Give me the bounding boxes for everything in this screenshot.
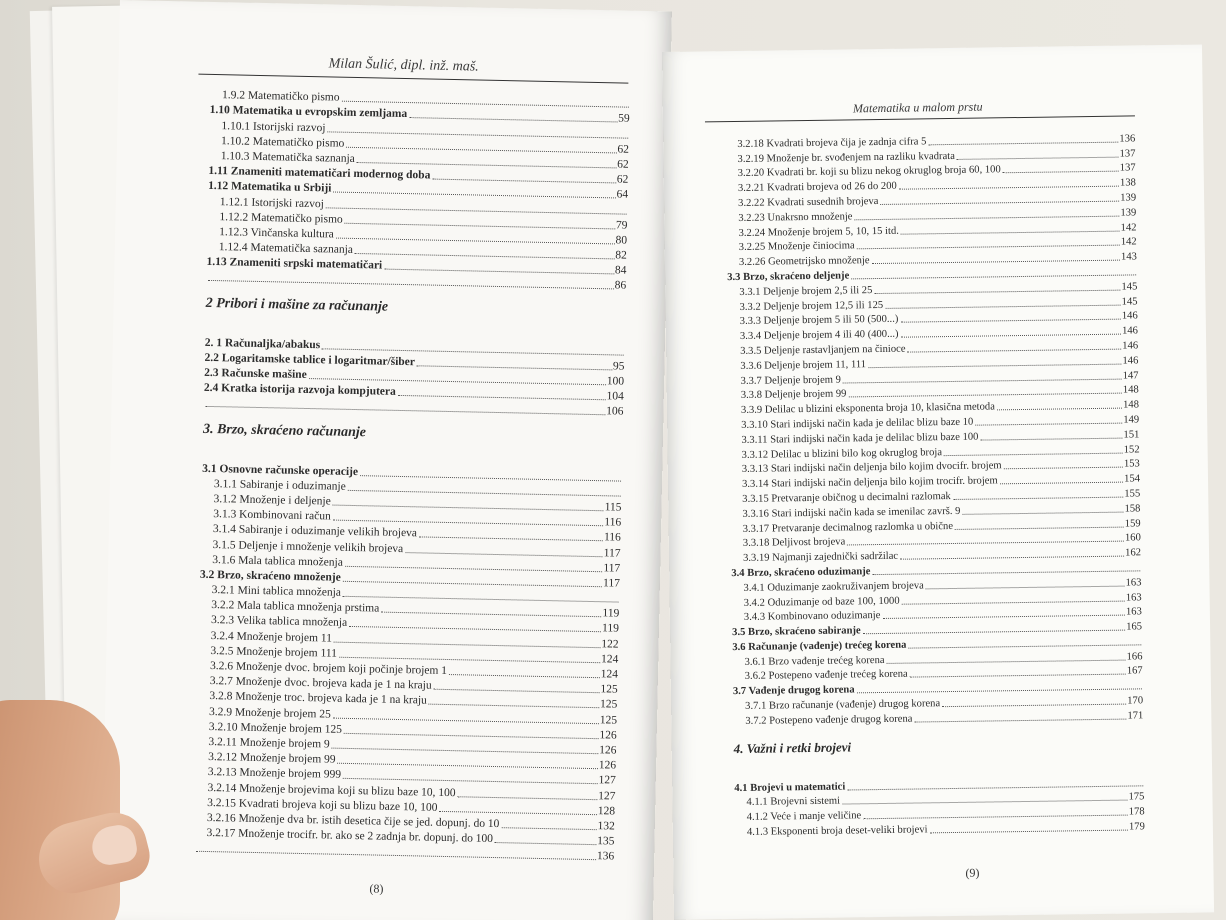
toc-entry-page: 146 <box>1122 355 1139 367</box>
dot-leader <box>847 541 1124 546</box>
dot-leader <box>899 186 1119 190</box>
toc-entry-title: 1.12.1 Istorijski razvoj <box>219 195 325 210</box>
dot-leader <box>1004 467 1123 470</box>
dot-leader <box>863 630 1126 635</box>
toc-entry-title: 3.2.14 Množenje brojevima koji su blizu baze 10, 100 <box>207 781 456 799</box>
toc-entry-page: 149 <box>1123 414 1140 426</box>
toc-entry-title: 3.5 Brzo, skraćeno sabiranje <box>732 625 861 639</box>
toc-entry-title: 3.1.3 Kombinovani račun <box>213 508 331 523</box>
toc-entry-title: 3.2.25 Množenje činiocima <box>738 240 855 254</box>
dot-leader <box>868 363 1121 368</box>
toc-entry-title: 3.3.18 Deljivost brojeva <box>742 536 846 550</box>
dot-leader <box>419 537 603 542</box>
toc-entry-page: 82 <box>615 249 627 262</box>
toc-entry-title: 1.12.4 Matematička saznanja <box>218 241 354 256</box>
toc-entry-page: 116 <box>603 531 621 544</box>
toc-entry-page: 148 <box>1123 399 1140 411</box>
toc-entry-title: 3.3.1 Deljenje brojem 2,5 ili 25 <box>739 284 873 298</box>
toc-entry-page: 84 <box>614 264 627 277</box>
table-of-contents <box>725 131 1145 840</box>
toc-entry-title: 3.2 Brzo, skraćeno množenje <box>199 568 341 584</box>
right-page <box>662 44 1214 919</box>
toc-entry-title: 3.3.10 Stari indijski način kada je delilac blizu baze 10 <box>741 416 974 431</box>
dot-leader <box>880 201 1119 205</box>
toc-entry-page: 165 <box>1126 621 1143 633</box>
toc-entry-title: 3.3.8 Deljenje brojem 99 <box>740 388 847 402</box>
toc-entry-title: 3.4.3 Kombinovano oduzimanje <box>743 610 881 624</box>
toc-entry-page: 178 <box>1128 806 1145 818</box>
toc-entry-page: 155 <box>1124 488 1141 500</box>
toc-entry-title: 3.1.6 Mala tablica množenja <box>212 553 344 569</box>
toc-entry-page: 139 <box>1120 207 1137 219</box>
toc-entry-page: 104 <box>606 390 624 403</box>
toc-entry-title: 3.3.14 Stari indijski način deljenja bilo kojim trocifr. brojem <box>741 475 998 491</box>
toc-entry-title: 3.3.13 Stari indijski način deljenja bilo kojim dvocifr. brojem <box>741 460 1002 476</box>
toc-entry-title: 3.3.2 Deljenje brojem 12,5 ili 125 <box>739 299 884 313</box>
dot-leader <box>848 393 1121 398</box>
toc-entry-page: 62 <box>616 173 629 186</box>
toc-entry-title: 3.2.9 Množenje brojem 25 <box>208 705 331 721</box>
toc-entry-title: 3.7 Vađenje drugog korena <box>732 684 855 698</box>
dot-leader <box>953 497 1124 500</box>
toc-entry-title: 3.2.22 Kvadrati susednih brojeva <box>738 195 879 209</box>
dot-leader <box>997 408 1122 411</box>
toc-entry-page: 170 <box>1127 695 1144 707</box>
toc-entry-title: 3.4 Brzo, skraćeno oduzimanje <box>731 566 871 579</box>
dot-leader <box>910 674 1126 678</box>
dot-leader <box>930 830 1128 834</box>
toc-entry-page: 115 <box>604 501 622 514</box>
toc-entry-page: 148 <box>1122 384 1139 396</box>
toc-entry-page: 175 <box>1128 791 1145 804</box>
toc-entry-title: 3.2.24 Množenje brojem 5, 10, 15 itd. <box>738 225 899 239</box>
dot-leader <box>928 141 1118 145</box>
dot-leader <box>1000 482 1123 485</box>
toc-entry-title: 3.3.9 Delilac u blizini eksponenta broja 10, klasična metoda <box>740 401 995 417</box>
dot-leader <box>955 526 1124 529</box>
toc-entry-page: 138 <box>1119 177 1136 189</box>
toc-entry-page: 127 <box>598 789 616 803</box>
toc-entry-title: 4.1.3 Eksponenti broja deset-veliki brojevi <box>746 824 928 838</box>
dot-leader <box>449 674 600 678</box>
toc-entry-page: 95 <box>612 360 625 373</box>
toc-entry-title: 3.2.10 Množenje brojem 125 <box>208 720 343 736</box>
toc-entry-title: 2.4 Kratka istorija razvoja kompjutera <box>203 382 396 399</box>
toc-entry-title: 3.7.1 Brzo računanje (vađenje) drugog korena <box>745 698 941 712</box>
toc-entry-title: 3.4.1 Oduzimanje zaokruživanjem brojeva <box>743 580 924 594</box>
dot-leader <box>901 230 1120 234</box>
dot-leader <box>857 245 1120 250</box>
dot-leader <box>405 552 602 557</box>
toc-entry-title: 3.3.16 Stari indijski način kada se imenilac završ. 9 <box>742 505 961 520</box>
toc-entry-title: 3.2.19 Množenje br. svođenjem na razliku kvadrata <box>737 150 955 165</box>
toc-entry-title: 3.2.20 Kvadrati br. koji su blizu nekog okruglog broja 60, 100 <box>737 164 1001 180</box>
toc-entry-page: 142 <box>1120 221 1137 234</box>
toc-entry-page: 117 <box>602 577 621 590</box>
toc-entry-title: 3.6.1 Brzo vađenje trećeg korena <box>744 654 885 668</box>
toc-entry-page: 171 <box>1127 710 1144 722</box>
toc-entry-page: 151 <box>1123 429 1140 441</box>
dot-leader <box>901 334 1122 338</box>
toc-entry-title: 3.2.2 Mala tablica množenja prstima <box>211 599 380 615</box>
toc-entry-page: 127 <box>598 774 616 787</box>
toc-entry-title: 3.6 Računanje (vađenje) trećeg korena <box>732 639 907 653</box>
toc-entry-page: 163 <box>1125 606 1142 618</box>
toc-entry-page: 128 <box>597 804 616 818</box>
toc-entry-title: 1.9.2 Matematičko pismo <box>221 89 340 104</box>
chapter-heading: 4. Važni i retki brojevi <box>733 739 852 756</box>
toc-entry-title: 3.1.1 Sabiranje i oduzimanje <box>213 477 346 493</box>
dot-leader <box>874 289 1120 293</box>
toc-entry-title: 3.2.21 Kvadrati brojeva od 26 do 200 <box>737 180 897 195</box>
toc-entry-page: 126 <box>598 759 617 772</box>
dot-leader <box>962 511 1123 514</box>
dot-leader <box>432 179 615 184</box>
toc-entry-title: 3.3.6 Deljenje brojem 11, 111 <box>740 358 867 372</box>
page-number: (9) <box>965 865 980 880</box>
dot-leader <box>980 437 1122 440</box>
dot-leader <box>409 117 617 122</box>
toc-entry-page: 59 <box>617 112 630 126</box>
toc-entry-page: 146 <box>1121 310 1138 322</box>
toc-entry-page: 86 <box>614 279 627 293</box>
toc-entry-page: 154 <box>1124 473 1141 485</box>
toc-entry-page: 64 <box>616 188 629 201</box>
toc-entry-page: 160 <box>1124 532 1141 544</box>
toc-entry-page: 145 <box>1121 281 1138 293</box>
dot-leader <box>872 570 1140 575</box>
toc-entry-title: 3.3.4 Deljenje brojem 4 ili 40 (400...) <box>739 328 899 343</box>
toc-entry-page: 62 <box>617 158 629 171</box>
table-of-contents <box>194 88 630 865</box>
toc-entry-page: 124 <box>600 653 619 666</box>
toc-entry-title: 3.1 Osnovne računske operacije <box>202 462 359 478</box>
toc-entry-page: 162 <box>1125 547 1142 559</box>
toc-entry-page: 106 <box>606 405 624 419</box>
toc-entry-page: 146 <box>1121 325 1139 337</box>
toc-entry-title: 3.2.12 Množenje brojem 99 <box>208 751 336 766</box>
dot-leader <box>434 689 600 693</box>
toc-entry-page: 167 <box>1126 665 1143 678</box>
toc-entry-title: 3.3.15 Pretvaranje običnog u decimalni razlomak <box>742 490 951 505</box>
dot-leader <box>855 215 1120 220</box>
toc-entry-page: 124 <box>600 668 619 681</box>
toc-entry-title: 4.1 Brojevi u matematici <box>734 781 846 794</box>
dot-leader <box>501 827 596 830</box>
dot-leader <box>863 815 1128 820</box>
toc-entry-page: 116 <box>604 516 622 529</box>
toc-entry-title: 3.3.11 Stari indijski način kada je delilac blizu baze 100 <box>741 431 979 446</box>
toc-entry-title: 3.3.5 Deljenje rastavljanjem na činioce <box>740 343 906 357</box>
toc-entry-title: 3.2.15 Kvadrati brojeva koji su blizu baze 10, 100 <box>207 796 438 814</box>
toc-entry-page: 117 <box>603 561 621 575</box>
dot-leader <box>887 659 1126 663</box>
toc-entry-title: 2.2 Logaritamske tablice i logaritmar/šiber <box>204 351 416 369</box>
running-head: Matematika u malom prstu <box>852 99 983 116</box>
toc-entry-page: 166 <box>1126 651 1143 663</box>
dot-leader <box>975 423 1122 426</box>
toc-entry-page: 163 <box>1125 577 1142 589</box>
dot-leader <box>900 556 1124 560</box>
toc-entry-page: 119 <box>602 607 620 620</box>
toc-entry-title: 1.10.2 Matematičko pismo <box>220 134 345 150</box>
toc-entry-title: 2.3 Računske mašine <box>204 366 307 381</box>
toc-entry-title: 1.10.3 Matematička saznanja <box>220 150 355 165</box>
toc-entry-page: 179 <box>1128 821 1145 833</box>
running-head: Milan Šulić, dipl. inž. maš. <box>328 56 479 75</box>
toc-entry-page: 79 <box>615 219 628 232</box>
dot-leader <box>942 704 1126 708</box>
toc-entry-page: 163 <box>1125 591 1142 604</box>
dot-leader <box>843 378 1122 383</box>
toc-entry-page: 80 <box>615 234 628 247</box>
toc-entry-title: 4.1.1 Brojevni sistemi <box>746 796 841 809</box>
toc-entry-page: 62 <box>617 143 630 156</box>
dot-leader <box>908 644 1141 648</box>
toc-entry-page: 135 <box>597 835 615 848</box>
toc-entry-page: 145 <box>1121 295 1138 308</box>
dot-leader <box>429 704 599 709</box>
dot-leader <box>914 718 1126 722</box>
toc-entry-title: 3.2.13 Množenje brojem 999 <box>207 766 342 782</box>
left-page <box>101 0 672 920</box>
toc-entry-title: 3.2.23 Unakrsno množenje <box>738 211 853 224</box>
toc-entry-page: 126 <box>599 728 617 742</box>
toc-entry-page: 132 <box>597 820 615 833</box>
toc-entry-title: 3.2.17 Množenje trocifr. br. ako se 2 zadnja br. dopunj. do 100 <box>206 827 494 846</box>
toc-entry-page: 100 <box>606 375 625 388</box>
toc-entry-title: 3.2.1 Mini tablica množenja <box>211 584 342 599</box>
toc-entry-title: 1.13 Znameniti srpski matematičari <box>206 256 383 272</box>
dot-leader <box>842 800 1128 805</box>
toc-entry-page: 122 <box>601 637 619 651</box>
toc-entry-page: 153 <box>1123 458 1140 470</box>
toc-entry-title: 1.12.2 Matematičko pismo <box>219 210 343 226</box>
dot-leader <box>857 689 1142 694</box>
toc-entry-page: 147 <box>1122 369 1139 382</box>
toc-entry-page: 119 <box>601 622 620 636</box>
toc-entry-page: 125 <box>599 698 618 711</box>
toc-entry-title: 3.2.8 Množenje troc. brojeva kada je 1 na kraju <box>209 690 427 707</box>
dot-leader <box>851 274 1136 279</box>
dot-leader <box>495 842 596 845</box>
toc-entry-page: 142 <box>1120 236 1137 248</box>
toc-entry-page: 136 <box>1119 133 1136 145</box>
toc-entry-title: 3.3.19 Najmanji zajednički sadržilac <box>743 550 899 565</box>
toc-entry-title: 3.2.3 Velika tablica množenja <box>210 614 348 630</box>
toc-entry-title: 3.3.3 Deljenje brojem 5 ili 50 (500...) <box>739 314 899 328</box>
chapter-heading: 2 Pribori i mašine za računanje <box>205 296 389 316</box>
dot-leader <box>417 365 612 370</box>
toc-entry-page: 137 <box>1119 162 1136 175</box>
toc-entry-title: 3.2.26 Geometrijsko množenje <box>738 255 870 269</box>
dot-leader <box>1003 171 1119 174</box>
toc-entry-page: 143 <box>1120 251 1137 263</box>
dot-leader <box>847 785 1143 790</box>
toc-entry-title: 1.10.1 Istorijski razvoj <box>221 119 326 134</box>
dot-leader <box>926 585 1125 589</box>
toc-entry-title: 3.1.2 Množenje i deljenje <box>213 493 331 508</box>
toc-entry-title: 3.2.7 Množenje dvoc. brojeva kada je 1 na kraju <box>209 675 432 692</box>
toc-entry-title: 3.2.4 Množenje brojem 11 <box>210 629 333 645</box>
toc-entry-title: 1.11 Znameniti matematičari modernog doba <box>208 165 431 182</box>
toc-entry-title: 1.12 Matematika u Srbiji <box>207 180 332 195</box>
toc-entry-page: 152 <box>1123 443 1140 456</box>
toc-entry-title: 1.10 Matematika u evropskim zemljama <box>209 104 408 121</box>
dot-leader <box>885 304 1121 308</box>
toc-entry-page: 125 <box>599 713 618 727</box>
toc-entry-title: 3.2.16 Množenje dva br. istih desetica čije se jed. dopunj. do 10 <box>206 811 500 830</box>
toc-entry-title: 2. 1 Računaljka/abakus <box>204 336 321 351</box>
dot-leader <box>944 452 1123 455</box>
dot-leader <box>398 395 606 400</box>
dot-leader <box>900 319 1121 323</box>
toc-entry-page: 146 <box>1122 340 1139 352</box>
dot-leader <box>882 615 1125 619</box>
toc-entry-title: 3.2.5 Množenje brojem 111 <box>210 644 338 660</box>
toc-entry-page: 117 <box>603 546 621 560</box>
dot-leader <box>196 851 596 860</box>
chapter-heading: 3. Brzo, skraćeno računanje <box>202 422 367 441</box>
dot-leader <box>957 156 1119 159</box>
toc-entry-title: 3.3 Brzo, skraćeno deljenje <box>727 270 850 284</box>
toc-entry-title: 3.6.2 Postepeno vađenje trećeg korena <box>744 669 908 683</box>
toc-entry-title: 3.2.11 Množenje brojem 9 <box>208 735 330 751</box>
dot-leader <box>902 600 1125 604</box>
toc-entry-title: 3.3.7 Deljenje brojem 9 <box>740 374 841 387</box>
toc-entry-page: 158 <box>1124 503 1141 515</box>
toc-entry-page: 137 <box>1119 147 1136 160</box>
toc-entry-page: 126 <box>599 744 617 757</box>
toc-entry-title: 3.7.2 Postepeno vađenje drugog korena <box>745 713 913 727</box>
toc-entry-page: 159 <box>1124 517 1141 530</box>
toc-entry-title: 3.3.17 Pretvaranje decimalnog razlomka u obične <box>742 520 954 535</box>
toc-entry-title: 3.2.18 Kvadrati brojeva čija je zadnja cifra 5 <box>737 136 927 150</box>
dot-leader <box>458 796 598 800</box>
toc-entry-title: 3.1.4 Sabiranje i oduzimanje velikih brojeva <box>212 523 418 540</box>
dot-leader <box>872 260 1120 264</box>
toc-entry-page: 125 <box>600 683 618 696</box>
toc-entry-title: 3.2.6 Množenje dvoc. brojem koji počinje brojem 1 <box>209 660 448 677</box>
toc-entry-page: 136 <box>596 850 615 863</box>
dot-leader <box>439 811 596 815</box>
toc-entry-title: 3.4.2 Oduzimanje od baze 100, 1000 <box>743 595 900 609</box>
toc-entry-page: 139 <box>1120 192 1137 204</box>
toc-entry-title: 3.3.12 Delilac u blizini bilo kog okruglog broja <box>741 446 943 461</box>
page-number: (8) <box>369 881 384 896</box>
toc-entry-title: 4.1.2 Veće i manje veličine <box>746 810 862 824</box>
toc-entry-title: 1.12.3 Vinčanska kultura <box>219 226 334 241</box>
dot-leader <box>908 349 1122 353</box>
toc-entry-title: 3.1.5 Deljenje i množenje velikih brojeva <box>212 538 404 555</box>
